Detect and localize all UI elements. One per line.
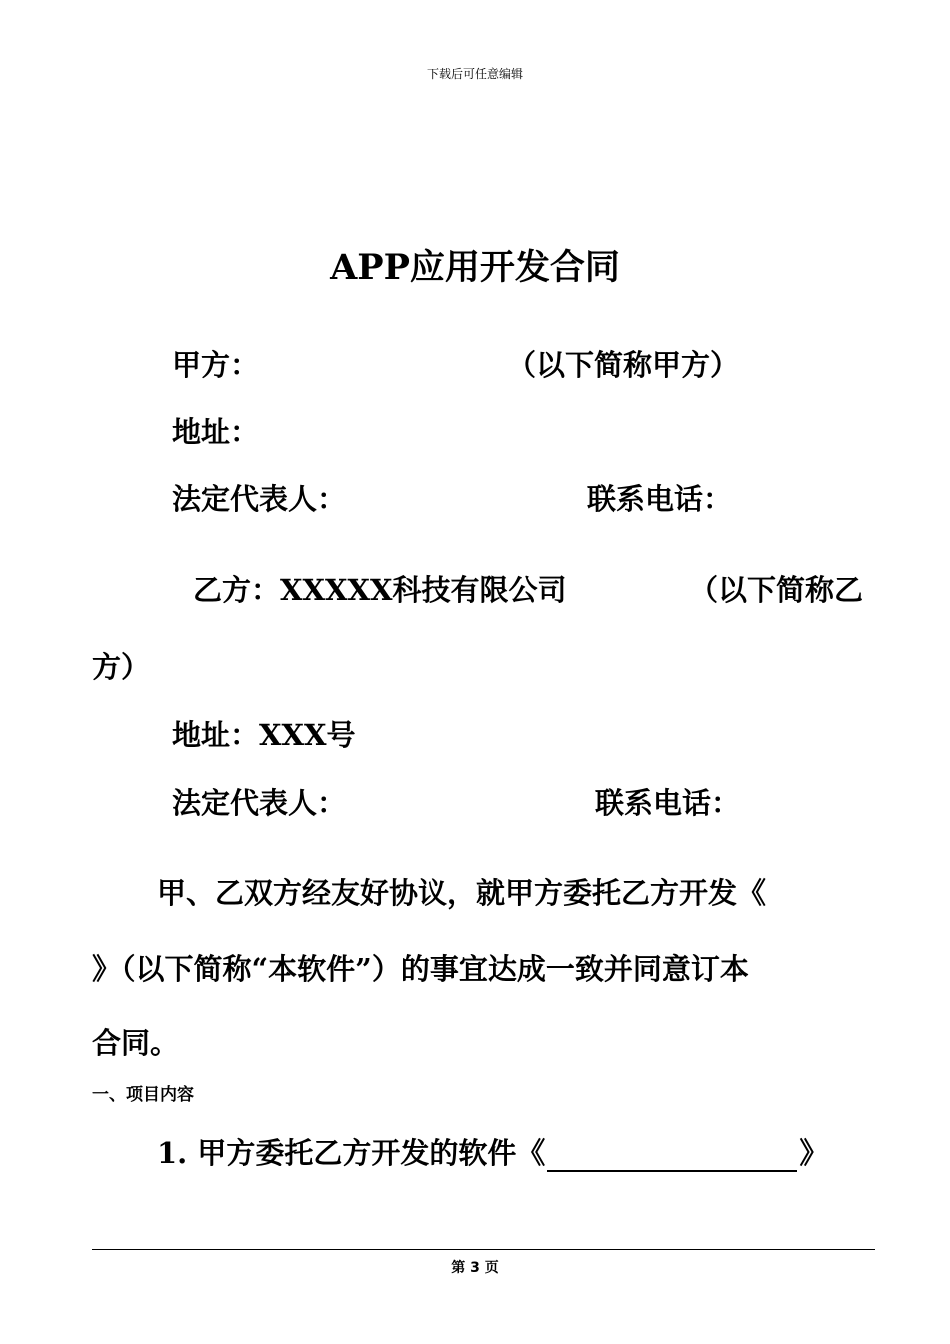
party-a-phone-label: 联系电话：	[587, 482, 733, 516]
item-1-suffix: 》	[799, 1136, 829, 1170]
party-a-alias: （以下简称甲方）	[507, 348, 740, 382]
intro-line-2: 》（以下简称“本软件”）的事宜达成一致并同意订本	[92, 952, 749, 986]
intro-line-3: 合同。	[92, 1026, 180, 1060]
item-1-prefix: 1. 甲方委托乙方开发的软件《	[157, 1136, 546, 1170]
page-number: 第 3 页	[451, 1260, 499, 1276]
footer-divider	[92, 1249, 875, 1250]
intro-line-1: 甲、乙双方经友好协议，就甲方委托乙方开发《	[157, 876, 767, 910]
party-a-address-label: 地址：	[172, 415, 260, 449]
party-b-name: 乙方：XXXXX科技有限公司	[193, 573, 567, 607]
party-a-rep-label: 法定代表人：	[172, 482, 347, 516]
section-heading: 一、项目内容	[92, 1085, 194, 1105]
party-b-address: 地址：XXX号	[172, 718, 356, 752]
header-note: 下载后可任意编辑	[426, 67, 523, 81]
document-title: APP应用开发合同	[330, 247, 620, 288]
section-item-1	[157, 1131, 828, 1172]
software-name-blank	[547, 1140, 797, 1172]
party-b-rep-label: 法定代表人：	[172, 786, 347, 820]
party-b-phone-label: 联系电话：	[595, 786, 741, 820]
party-b-alias-part2: 方）	[92, 650, 151, 684]
party-a-label: 甲方：	[172, 348, 260, 382]
party-b-alias-part1: （以下简称乙	[689, 573, 864, 607]
